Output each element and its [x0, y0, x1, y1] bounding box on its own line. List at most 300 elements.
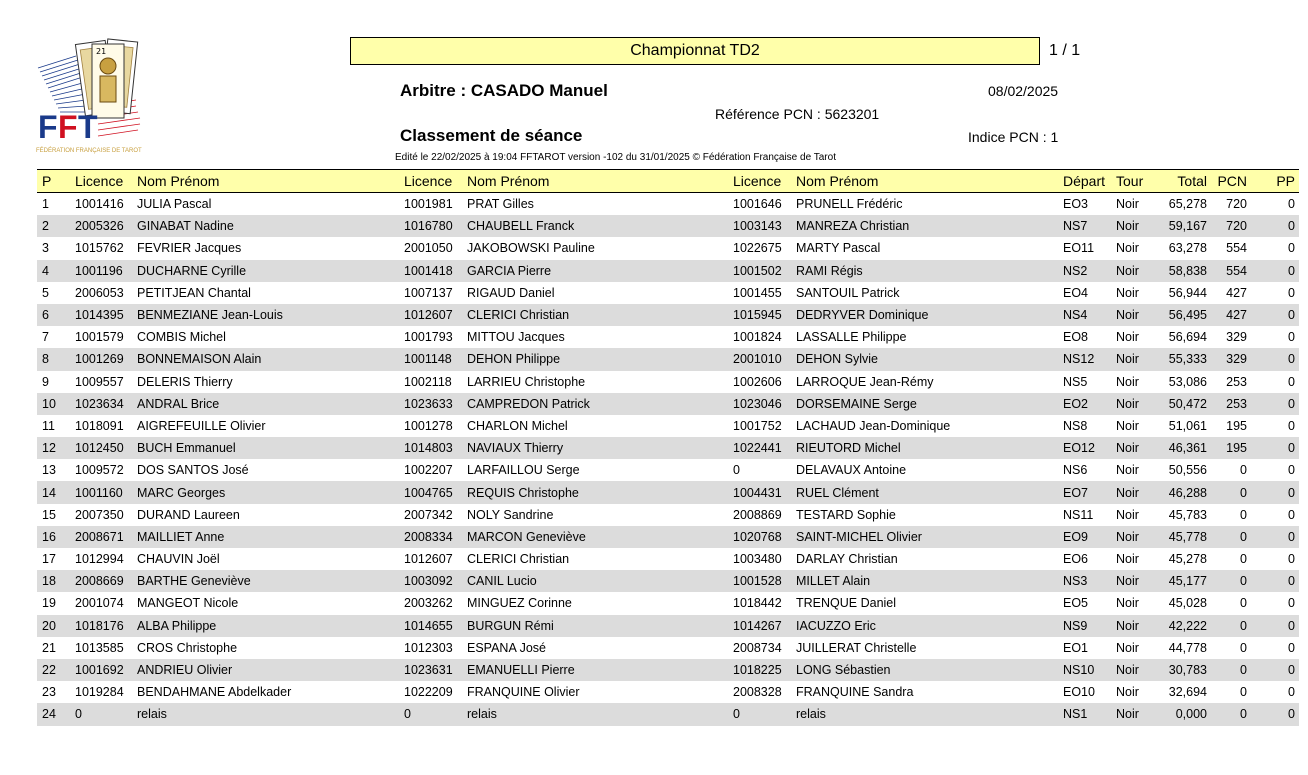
cell-depart: EO4: [1063, 285, 1089, 300]
table-row: [37, 237, 1299, 259]
reference-pcn: Référence PCN : 5623201: [715, 106, 880, 122]
cell-licence-2: 2003262: [404, 596, 453, 611]
cell-position: 9: [42, 374, 49, 389]
col-name-1: Nom Prénom: [137, 170, 404, 193]
svg-text:21: 21: [96, 47, 107, 56]
cell-depart: NS5: [1063, 374, 1088, 389]
cell-licence-3: 2008734: [733, 640, 782, 655]
col-name-3: Nom Prénom: [796, 170, 1063, 193]
col-total: Total: [1154, 170, 1207, 193]
cell-pp: 0: [1288, 463, 1295, 478]
cell-total: 56,495: [1154, 304, 1207, 326]
cell-pcn: 554: [1226, 241, 1247, 256]
cell-licence-3: 1003143: [733, 215, 796, 237]
cell-position: 24: [37, 703, 75, 725]
cell-licence-3: 0: [733, 463, 740, 478]
cell-licence-2: 1001793: [404, 330, 453, 345]
cell-name-3: DORSEMAINE Serge: [796, 393, 1063, 415]
cell-name-1: CROS Christophe: [137, 640, 238, 655]
cell-licence-3: 1001528: [733, 570, 796, 592]
cell-licence-1: 1001692: [75, 659, 137, 681]
cell-depart: EO2: [1063, 393, 1116, 415]
cell-licence-1: 1001196: [75, 260, 137, 282]
cell-name-3: IACUZZO Eric: [796, 615, 1063, 637]
cell-position: 2: [37, 215, 75, 237]
cell-licence-2: 1003092: [404, 570, 467, 592]
cell-licence-2: 1014803: [404, 437, 467, 459]
cell-pcn: 329: [1207, 348, 1253, 370]
cell-pp: 0: [1288, 418, 1295, 433]
cell-tour: Noir: [1116, 659, 1154, 681]
cell-pp: 0: [1288, 685, 1295, 700]
table-row: [37, 526, 1299, 548]
cell-name-2: NAVIAUX Thierry: [467, 437, 733, 459]
cell-licence-2: 1001148: [404, 348, 467, 370]
table-row: [37, 703, 1299, 725]
cell-pp: 0: [1253, 260, 1299, 282]
cell-licence-1: 0: [75, 703, 137, 725]
cell-tour: Noir: [1116, 703, 1154, 725]
cell-total: 56,694: [1168, 330, 1207, 345]
cell-depart: NS6: [1063, 463, 1088, 478]
cell-licence-3: 2008869: [733, 507, 782, 522]
cell-position: 10: [37, 393, 75, 415]
table-row: [37, 481, 1299, 503]
cell-name-3: FRANQUINE Sandra: [796, 685, 914, 700]
cell-position: 16: [37, 526, 75, 548]
cell-licence-3: 1014267: [733, 615, 796, 637]
cell-depart: NS9: [1063, 615, 1116, 637]
table-row: [37, 592, 1299, 614]
cell-name-2: DEHON Philippe: [467, 348, 733, 370]
table-row: [37, 371, 1299, 393]
cell-licence-1: 1018091: [75, 418, 124, 433]
cell-depart: EO9: [1063, 526, 1116, 548]
cell-name-3: PRUNELL Frédéric: [796, 197, 903, 212]
cell-licence-2: 2001050: [404, 241, 453, 256]
cell-name-3: TRENQUE Daniel: [796, 596, 897, 611]
cell-tour: Noir: [1116, 640, 1139, 655]
arbitre-label: Arbitre : CASADO Manuel: [400, 81, 608, 100]
svg-text:T: T: [78, 109, 98, 145]
cell-name-1: MARC Georges: [137, 481, 404, 503]
cell-pcn: 0: [1240, 463, 1247, 478]
cell-licence-2: 1023633: [404, 393, 467, 415]
cell-name-3: JUILLERAT Christelle: [796, 640, 917, 655]
cell-licence-1: 1014395: [75, 304, 137, 326]
cell-total: 50,556: [1168, 463, 1207, 478]
cell-pcn: 0: [1207, 481, 1253, 503]
cell-licence-3: 1004431: [733, 481, 796, 503]
page-number: 1 / 1: [1049, 42, 1081, 59]
cell-name-2: CHAUBELL Franck: [467, 215, 733, 237]
cell-depart: EO10: [1063, 685, 1095, 700]
cell-name-3: DEDRYVER Dominique: [796, 304, 1063, 326]
cell-total: 44,778: [1168, 640, 1207, 655]
col-tour: Tour: [1116, 170, 1154, 193]
cell-licence-3: 1018442: [733, 596, 782, 611]
cell-position: 15: [42, 507, 56, 522]
cell-tour: Noir: [1116, 596, 1139, 611]
cell-name-1: PETITJEAN Chantal: [137, 285, 251, 300]
cell-name-1: ANDRAL Brice: [137, 393, 404, 415]
table-row: [37, 459, 1299, 481]
cell-licence-3: 1015945: [733, 304, 796, 326]
cell-pcn: 0: [1240, 685, 1247, 700]
cell-name-2: CAMPREDON Patrick: [467, 393, 733, 415]
cell-pp: 0: [1253, 703, 1299, 725]
col-pcn: PCN: [1207, 170, 1253, 193]
cell-name-3: TESTARD Sophie: [796, 507, 896, 522]
cell-total: 46,361: [1154, 437, 1207, 459]
cell-licence-2: 1001418: [404, 260, 467, 282]
cell-name-1: GINABAT Nadine: [137, 215, 404, 237]
cell-position: 3: [42, 241, 49, 256]
cell-licence-1: 1018176: [75, 615, 137, 637]
cell-depart: NS8: [1063, 418, 1088, 433]
cell-name-1: MANGEOT Nicole: [137, 596, 239, 611]
cell-total: 58,838: [1154, 260, 1207, 282]
cell-name-2: ESPANA José: [467, 640, 546, 655]
cell-position: 5: [42, 285, 49, 300]
col-licence-3: Licence: [733, 170, 796, 193]
cell-name-1: DELERIS Thierry: [137, 374, 233, 389]
cell-licence-3: 1001824: [733, 330, 782, 345]
cell-position: 18: [37, 570, 75, 592]
cell-position: 4: [37, 260, 75, 282]
cell-licence-1: 1001579: [75, 330, 124, 345]
cell-name-1: ANDRIEU Olivier: [137, 659, 404, 681]
cell-name-1: MAILLIET Anne: [137, 526, 404, 548]
cell-name-1: relais: [137, 703, 404, 725]
cell-pcn: 0: [1240, 596, 1247, 611]
cell-pp: 0: [1253, 659, 1299, 681]
cell-tour: Noir: [1116, 348, 1154, 370]
cell-position: 12: [37, 437, 75, 459]
cell-position: 20: [37, 615, 75, 637]
svg-text:F: F: [38, 109, 58, 145]
cell-name-2: RIGAUD Daniel: [467, 285, 555, 300]
table-row: [37, 504, 1299, 526]
cell-total: 65,278: [1168, 197, 1207, 212]
cell-licence-1: 1009557: [75, 374, 124, 389]
cell-depart: EO1: [1063, 640, 1089, 655]
cell-tour: Noir: [1116, 393, 1154, 415]
cell-name-3: MILLET Alain: [796, 570, 1063, 592]
cell-licence-2: 1014655: [404, 615, 467, 637]
cell-total: 45,177: [1154, 570, 1207, 592]
cell-licence-1: 2008669: [75, 570, 137, 592]
cell-tour: Noir: [1116, 507, 1139, 522]
table-row: [37, 548, 1299, 570]
cell-name-3: DELAVAUX Antoine: [796, 463, 907, 478]
cell-depart: NS11: [1063, 507, 1094, 522]
cell-name-3: SANTOUIL Patrick: [796, 285, 900, 300]
edit-line: Edité le 22/02/2025 à 19:04 FFTAROT version -102 du 31/01/2025 © Fédération Française de Tarot: [395, 152, 836, 163]
cell-licence-1: 1001160: [75, 481, 137, 503]
cell-name-3: LARROQUE Jean-Rémy: [796, 374, 934, 389]
cell-pcn: 195: [1207, 437, 1253, 459]
cell-licence-3: 1018225: [733, 659, 796, 681]
cell-depart: NS4: [1063, 304, 1116, 326]
cell-licence-3: 1001752: [733, 418, 782, 433]
cell-name-3: MANREZA Christian: [796, 215, 1063, 237]
table-row: [37, 193, 1299, 216]
cell-name-2: GARCIA Pierre: [467, 260, 733, 282]
cell-position: 1: [42, 197, 49, 212]
cell-name-1: FEVRIER Jacques: [137, 241, 242, 256]
cell-licence-2: 1022209: [404, 685, 453, 700]
cell-licence-2: 1016780: [404, 215, 467, 237]
cell-depart: EO3: [1063, 197, 1089, 212]
cell-pcn: 0: [1240, 640, 1247, 655]
cell-depart: NS7: [1063, 215, 1116, 237]
cell-total: 0,000: [1154, 703, 1207, 725]
cell-depart: NS1: [1063, 703, 1116, 725]
cell-name-3: RAMI Régis: [796, 260, 1063, 282]
cell-position: 22: [37, 659, 75, 681]
cell-pp: 0: [1253, 526, 1299, 548]
col-licence-2: Licence: [404, 170, 467, 193]
cell-total: 45,028: [1168, 596, 1207, 611]
cell-name-3: DEHON Sylvie: [796, 348, 1063, 370]
cell-name-3: RUEL Clément: [796, 481, 1063, 503]
cell-depart: EO7: [1063, 481, 1116, 503]
fft-logo-icon: [36, 36, 156, 156]
cell-name-2: MINGUEZ Corinne: [467, 596, 572, 611]
results-table: [37, 169, 1299, 726]
cell-tour: Noir: [1116, 463, 1139, 478]
cell-pcn: 253: [1226, 374, 1247, 389]
cell-position: 23: [42, 685, 56, 700]
cell-name-2: NOLY Sandrine: [467, 507, 554, 522]
cell-licence-3: 1003480: [733, 552, 782, 567]
col-licence-1: Licence: [75, 170, 137, 193]
cell-name-2: EMANUELLI Pierre: [467, 659, 733, 681]
col-name-2: Nom Prénom: [467, 170, 733, 193]
cell-pcn: 329: [1226, 330, 1247, 345]
cell-total: 50,472: [1154, 393, 1207, 415]
table-header-row: [37, 170, 1299, 193]
cell-licence-2: 1023631: [404, 659, 467, 681]
cell-depart: EO6: [1063, 552, 1089, 567]
col-depart: Départ: [1063, 170, 1116, 193]
cell-position: 11: [42, 418, 55, 433]
cell-name-1: DOS SANTOS José: [137, 463, 249, 478]
cell-licence-3: 1001646: [733, 197, 782, 212]
cell-name-2: CLERICI Christian: [467, 304, 733, 326]
cell-licence-1: 2005326: [75, 215, 137, 237]
cell-name-1: JULIA Pascal: [137, 197, 212, 212]
cell-licence-1: 2001074: [75, 596, 124, 611]
cell-depart: NS3: [1063, 570, 1116, 592]
cell-depart: EO12: [1063, 437, 1116, 459]
cell-licence-1: 1023634: [75, 393, 137, 415]
cell-depart: EO8: [1063, 330, 1089, 345]
cell-name-3: RIEUTORD Michel: [796, 437, 1063, 459]
cell-name-3: MARTY Pascal: [796, 241, 881, 256]
cell-name-3: relais: [796, 703, 1063, 725]
cell-position: 13: [42, 463, 56, 478]
cell-licence-1: 1013585: [75, 640, 124, 655]
cell-total: 42,222: [1154, 615, 1207, 637]
cell-pp: 0: [1288, 507, 1295, 522]
tournament-title: Championnat TD2: [350, 37, 1040, 65]
cell-total: 32,694: [1168, 685, 1207, 700]
cell-licence-1: 2008671: [75, 526, 137, 548]
cell-pcn: 195: [1226, 418, 1247, 433]
cell-pcn: 720: [1226, 197, 1247, 212]
col-pp: PP: [1253, 170, 1299, 193]
cell-name-2: LARFAILLOU Serge: [467, 463, 580, 478]
svg-text:F: F: [58, 109, 78, 145]
cell-total: 56,944: [1168, 285, 1207, 300]
cell-licence-1: 1001269: [75, 348, 137, 370]
cell-position: 7: [42, 330, 49, 345]
cell-pp: 0: [1253, 615, 1299, 637]
cell-name-2: REQUIS Christophe: [467, 481, 733, 503]
cell-pcn: 427: [1207, 304, 1253, 326]
cell-name-2: CANIL Lucio: [467, 570, 733, 592]
cell-tour: Noir: [1116, 285, 1139, 300]
cell-pp: 0: [1253, 304, 1299, 326]
cell-tour: Noir: [1116, 437, 1154, 459]
table-row: [37, 615, 1299, 637]
cell-pcn: 0: [1207, 615, 1253, 637]
cell-total: 30,783: [1154, 659, 1207, 681]
cell-licence-1: 1019284: [75, 685, 124, 700]
cell-licence-3: 2008328: [733, 685, 782, 700]
cell-pcn: 427: [1226, 285, 1247, 300]
cell-licence-2: 1012607: [404, 304, 467, 326]
cell-name-3: DARLAY Christian: [796, 552, 898, 567]
session-date: 08/02/2025: [988, 83, 1059, 99]
cell-name-2: BURGUN Rémi: [467, 615, 733, 637]
table-row: [37, 659, 1299, 681]
cell-name-3: LONG Sébastien: [796, 659, 1063, 681]
cell-licence-1: 1012994: [75, 552, 124, 567]
table-row: [37, 415, 1299, 437]
cell-licence-2: 1002207: [404, 463, 453, 478]
cell-pcn: 0: [1207, 526, 1253, 548]
cell-name-1: BENDAHMANE Abdelkader: [137, 685, 292, 700]
cell-name-2: MITTOU Jacques: [467, 330, 565, 345]
cell-position: 17: [42, 552, 56, 567]
cell-pp: 0: [1253, 570, 1299, 592]
cell-pcn: 0: [1240, 507, 1247, 522]
cell-licence-1: 2007350: [75, 507, 124, 522]
cell-name-1: BONNEMAISON Alain: [137, 348, 404, 370]
cell-depart: EO5: [1063, 596, 1089, 611]
cell-name-1: BARTHE Geneviève: [137, 570, 404, 592]
cell-position: 8: [37, 348, 75, 370]
cell-licence-2: 1012303: [404, 640, 453, 655]
table-row: [37, 326, 1299, 348]
cell-pp: 0: [1288, 596, 1295, 611]
cell-licence-3: 0: [733, 703, 796, 725]
cell-name-1: DURAND Laureen: [137, 507, 240, 522]
cell-depart: EO11: [1063, 241, 1095, 256]
cell-position: 14: [37, 481, 75, 503]
cell-licence-3: 2001010: [733, 348, 796, 370]
cell-total: 63,278: [1168, 241, 1207, 256]
cell-total: 45,778: [1154, 526, 1207, 548]
cell-tour: Noir: [1116, 330, 1139, 345]
cell-name-2: MARCON Geneviève: [467, 526, 733, 548]
table-row: [37, 282, 1299, 304]
cell-licence-1: 1015762: [75, 241, 124, 256]
cell-tour: Noir: [1116, 570, 1154, 592]
cell-name-2: PRAT Gilles: [467, 197, 534, 212]
cell-name-2: JAKOBOWSKI Pauline: [467, 241, 595, 256]
cell-pcn: 253: [1207, 393, 1253, 415]
cell-position: 21: [42, 640, 56, 655]
cell-name-1: BENMEZIANE Jean-Louis: [137, 304, 404, 326]
cell-pcn: 720: [1207, 215, 1253, 237]
cell-name-2: CLERICI Christian: [467, 552, 570, 567]
cell-licence-3: 1002606: [733, 374, 782, 389]
cell-licence-1: 1012450: [75, 437, 137, 459]
cell-licence-2: 1012607: [404, 552, 453, 567]
cell-total: 46,288: [1154, 481, 1207, 503]
table-row: [37, 437, 1299, 459]
table-row: [37, 637, 1299, 659]
cell-pp: 0: [1288, 197, 1295, 212]
cell-name-2: LARRIEU Christophe: [467, 374, 586, 389]
cell-name-3: LACHAUD Jean-Dominique: [796, 418, 951, 433]
indice-pcn: Indice PCN : 1: [968, 129, 1059, 145]
cell-pp: 0: [1288, 285, 1295, 300]
cell-name-1: DUCHARNE Cyrille: [137, 260, 404, 282]
cell-name-2: FRANQUINE Olivier: [467, 685, 580, 700]
cell-licence-2: 2007342: [404, 507, 453, 522]
cell-position: 19: [42, 596, 56, 611]
cell-licence-1: 2006053: [75, 285, 124, 300]
cell-total: 45,278: [1168, 552, 1207, 567]
cell-name-3: SAINT-MICHEL Olivier: [796, 526, 1063, 548]
cell-name-1: ALBA Philippe: [137, 615, 404, 637]
table-row: [37, 215, 1299, 237]
table-row: [37, 681, 1299, 703]
col-p: P: [37, 170, 75, 193]
cell-licence-3: 1022675: [733, 241, 782, 256]
cell-pp: 0: [1288, 374, 1295, 389]
cell-licence-1: 1001416: [75, 197, 124, 212]
cell-licence-2: 1001278: [404, 418, 453, 433]
cell-licence-3: 1022441: [733, 437, 796, 459]
cell-tour: Noir: [1116, 197, 1139, 212]
cell-tour: Noir: [1116, 215, 1154, 237]
cell-licence-3: 1020768: [733, 526, 796, 548]
cell-licence-3: 1001455: [733, 285, 782, 300]
cell-tour: Noir: [1116, 374, 1139, 389]
cell-pp: 0: [1288, 552, 1295, 567]
cell-total: 51,061: [1168, 418, 1207, 433]
cell-tour: Noir: [1116, 552, 1139, 567]
cell-tour: Noir: [1116, 260, 1154, 282]
cell-licence-3: 1023046: [733, 393, 796, 415]
cell-depart: NS12: [1063, 348, 1116, 370]
cell-pcn: 0: [1207, 659, 1253, 681]
fft-logo: [36, 36, 156, 156]
cell-total: 55,333: [1154, 348, 1207, 370]
cell-pp: 0: [1253, 437, 1299, 459]
cell-pp: 0: [1288, 640, 1295, 655]
cell-tour: Noir: [1116, 615, 1154, 637]
cell-tour: Noir: [1116, 526, 1154, 548]
classement-heading: Classement de séance: [400, 126, 583, 145]
cell-pp: 0: [1253, 393, 1299, 415]
